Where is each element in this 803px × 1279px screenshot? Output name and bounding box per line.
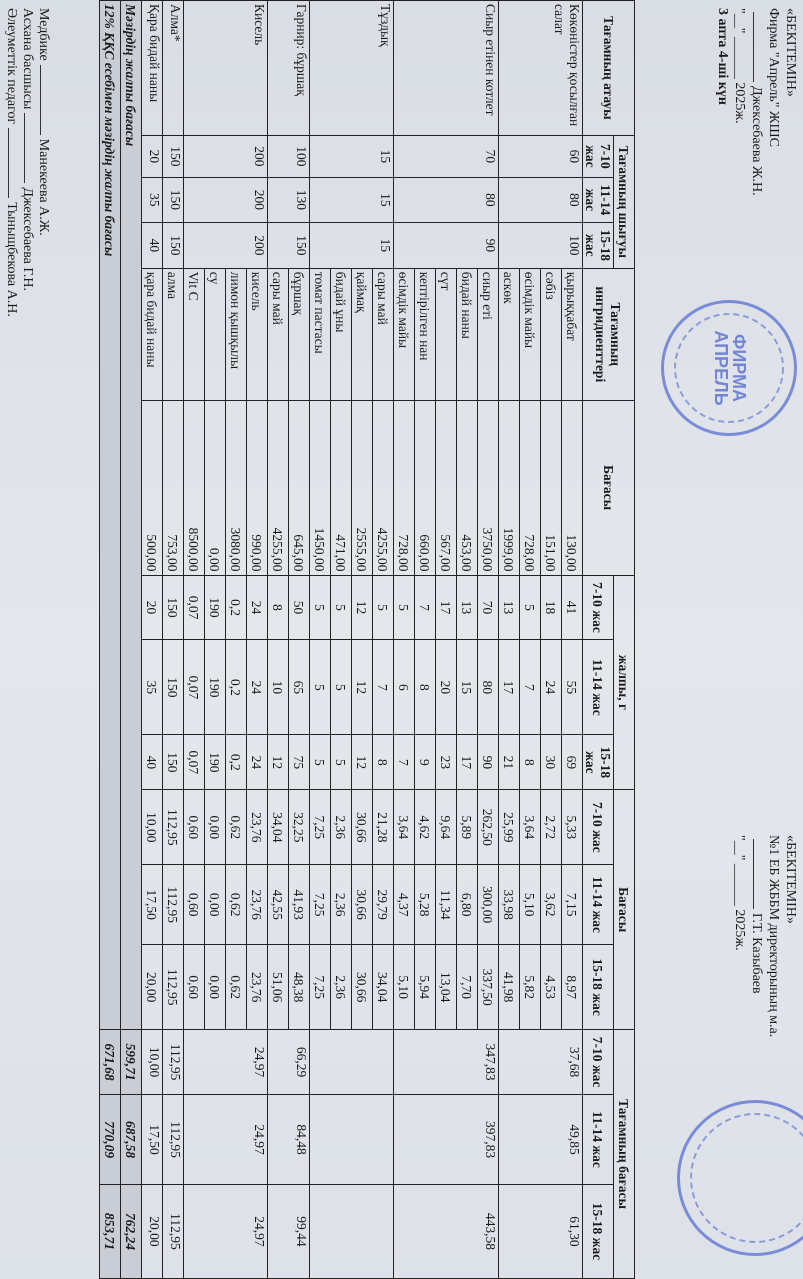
ingredient-name: сары май [373,268,394,400]
dish-total [310,1095,394,1185]
header-ingredients: Тағамның ингридиенттері [583,268,635,400]
ingredient-gross: 13 [499,575,520,640]
ingredient-cost: 0,60 [184,945,205,1030]
ingredient-price: 2555,00 [352,400,373,575]
ingredient-price: 990,00 [247,400,268,575]
signature-blank [8,128,9,198]
ingredient-name: кисель [247,268,268,400]
ingredient-gross: 8 [415,640,436,735]
ingredient-gross: 9 [415,735,436,790]
dish-total: 112,95 [163,1030,184,1095]
dish-output: 80 [394,177,499,222]
ingredient-gross: 0,07 [184,640,205,735]
ingredient-cost: 0,62 [226,790,247,865]
ingredient-cost: 4,62 [415,790,436,865]
ingredient-name: алма [163,268,184,400]
ingredient-price: 567,00 [436,400,457,575]
ingredient-price: 3080,00 [226,400,247,575]
table-row [247,1,268,1279]
ingredient-gross: 12 [352,735,373,790]
ingredient-gross: 65 [289,640,310,735]
header-price: Бағасы [583,400,635,575]
ingredient-cost: 3,62 [541,865,562,945]
ingredient-gross: 17 [436,575,457,640]
ingredient-price: 728,00 [520,400,541,575]
ingredient-price: 453,00 [457,400,478,575]
header-age: 11-14 жас [583,865,614,945]
signature-blank [40,65,41,135]
ingredient-name: сүт [436,268,457,400]
header-dish-name: Тағамның атауы [583,1,635,136]
ingredient-gross: 190 [205,575,226,640]
ingredient-cost: 0,62 [226,865,247,945]
company-stamp [661,300,797,436]
ingredient-gross: 190 [205,640,226,735]
ingredient-cost: 0,00 [205,865,226,945]
ingredient-gross: 6 [394,640,415,735]
summary-value: 770,09 [100,1095,121,1185]
header-output: Тағамның шығуы [614,135,635,268]
ingredient-cost: 337,50 [478,945,499,1030]
dish-total: 49,85 [499,1095,583,1185]
ingredient-gross: 5 [331,735,352,790]
signature-role: Медбике [36,8,51,61]
dish-total: 66,29 [268,1030,310,1095]
ingredient-gross: 0,2 [226,640,247,735]
summary-row [100,1,121,1279]
ingredient-cost: 10,00 [142,790,163,865]
ingredient-cost: 0,60 [184,865,205,945]
dish-output: 90 [394,222,499,268]
dish-name: Тұздық [310,1,394,136]
ingredient-price: 151,00 [541,400,562,575]
signature-blank [24,113,25,183]
ingredient-gross: 20 [436,640,457,735]
dish-total: 84,48 [268,1095,310,1185]
ingredient-cost: 29,79 [373,865,394,945]
ingredient-name: сары май [268,268,289,400]
ingredient-name: өсімдік майы [520,268,541,400]
header-cost: Бағасы [614,790,635,1030]
ingredient-cost: 4,37 [394,865,415,945]
dish-output: 40 [142,222,163,268]
ingredient-name: сәбіз [541,268,562,400]
approval-person [748,835,765,1037]
ingredient-cost: 0,00 [205,790,226,865]
dish-output: 200 [184,135,268,177]
ingredient-name: томат пастасы [310,268,331,400]
table-row [142,1,163,1279]
ingredient-gross: 24 [541,640,562,735]
ingredient-cost: 2,36 [331,790,352,865]
ingredient-cost: 48,38 [289,945,310,1030]
signature-name: Джексебаева Г.Н. [20,187,35,292]
signature-line [19,8,35,317]
signature-name: Манекеева А.Ж. [36,138,51,236]
ingredient-cost: 6,80 [457,865,478,945]
ingredient-cost: 7,25 [310,945,331,1030]
ingredient-gross: 17 [499,640,520,735]
ingredient-cost: 23,76 [247,945,268,1030]
summary-label: 12% ҚҚС есебімен мәзірдің жалпы бағасы [100,1,121,1030]
ingredient-gross: 8 [520,735,541,790]
ingredient-cost: 7,25 [310,865,331,945]
ingredient-gross: 24 [247,575,268,640]
ingredient-price: 645,00 [289,400,310,575]
ingredient-gross: 23 [436,735,457,790]
ingredient-gross: 75 [289,735,310,790]
summary-value: 599,71 [121,1030,142,1095]
summary-value: 853,71 [100,1184,121,1278]
ingredient-name: қырыққабат [562,268,583,400]
dish-output: 130 [268,177,310,222]
dish-name: Алма* [163,1,184,136]
ingredient-gross: 0,2 [226,575,247,640]
ingredient-gross: 70 [478,575,499,640]
summary-value: 671,68 [100,1030,121,1095]
dish-total: 112,95 [163,1184,184,1278]
ingredient-cost: 112,95 [163,945,184,1030]
ingredient-gross: 5 [394,575,415,640]
summary-row [121,1,142,1279]
dish-total: 397,83 [394,1095,499,1185]
ingredient-price: 8500,00 [184,400,205,575]
approval-title: «БЕКІТЕМІН» [783,8,798,97]
dish-output: 200 [184,222,268,268]
ingredient-price: 0,00 [205,400,226,575]
dish-total: 20,00 [142,1184,163,1278]
ingredient-price: 660,00 [415,400,436,575]
ingredient-price: 753,00 [163,400,184,575]
dish-total: 112,95 [163,1095,184,1185]
ingredient-cost: 7,25 [310,790,331,865]
ingredient-gross: 12 [268,735,289,790]
ingredient-gross: 0,07 [184,735,205,790]
ingredient-gross: 150 [163,575,184,640]
ingredient-price: 1999,00 [499,400,520,575]
ingredient-cost: 34,04 [268,790,289,865]
table-row [373,1,394,1279]
ingredient-cost: 7,70 [457,945,478,1030]
signature-role: Асхана басшысы [20,8,35,110]
ingredient-gross: 24 [247,735,268,790]
approval-date: "__" ______ 2025ж. [732,835,747,951]
ingredient-gross: 8 [268,575,289,640]
ingredient-cost: 25,99 [499,790,520,865]
ingredient-gross: 5 [310,735,331,790]
ingredient-gross: 7 [520,640,541,735]
signature-line [35,8,51,317]
approval-org: Фирма "Апрель" ЖШС [766,8,781,147]
ingredient-gross: 41 [562,575,583,640]
ingredient-cost: 41,98 [499,945,520,1030]
ingredient-cost: 300,00 [478,865,499,945]
ingredient-price: 4255,00 [373,400,394,575]
header-dish-price: Тағамның бағасы [614,1030,635,1279]
ingredient-cost: 4,53 [541,945,562,1030]
ingredient-cost: 2,36 [331,945,352,1030]
ingredient-cost: 21,28 [373,790,394,865]
approval-person-name: Г.Т. Казыбаев [749,913,764,994]
dish-name: Гарнир: бұршақ [268,1,310,136]
ingredient-gross: 80 [478,640,499,735]
ingredient-gross: 20 [142,575,163,640]
approval-left [714,8,799,196]
header-age: 7-10 жас [583,1030,614,1095]
ingredient-cost: 3,64 [394,790,415,865]
ingredient-name: бұршақ [289,268,310,400]
ingredient-cost: 51,06 [268,945,289,1030]
header-age: 15-18 жас [583,735,614,790]
stamp-text: ФИРМА АПРЕЛЬ [711,330,749,406]
ingredient-gross: 55 [562,640,583,735]
ingredient-gross: 7 [373,640,394,735]
ingredient-cost: 5,82 [520,945,541,1030]
ingredient-cost: 112,95 [163,865,184,945]
approval-person [748,8,765,196]
week-day: 3 апта 4-ші күн [715,8,730,105]
ingredient-gross: 5 [331,640,352,735]
ingredient-name: кептірілген нан [415,268,436,400]
ingredient-name: Vit C [184,268,205,400]
ingredient-gross: 18 [541,575,562,640]
ingredient-gross: 5 [373,575,394,640]
dish-total: 37,68 [499,1030,583,1095]
ingredient-cost: 3,64 [520,790,541,865]
ingredient-gross: 69 [562,735,583,790]
ingredient-cost: 23,76 [247,865,268,945]
ingredient-cost: 5,33 [562,790,583,865]
ingredient-cost: 5,94 [415,945,436,1030]
ingredient-name: қара бидай наны [142,268,163,400]
ingredient-name: бидай наны [457,268,478,400]
menu-table [99,0,635,1279]
signatures [3,8,51,317]
header-age: 11-14 жас [583,640,614,735]
dish-total: 17,50 [142,1095,163,1185]
dish-total [310,1184,394,1278]
ingredient-gross: 190 [205,735,226,790]
ingredient-cost: 33,98 [499,865,520,945]
ingredient-cost: 262,50 [478,790,499,865]
table-row [289,1,310,1279]
dish-name: Қара бидай наны [142,1,163,136]
ingredient-price: 4255,00 [268,400,289,575]
ingredient-gross: 40 [142,735,163,790]
header-age: 11-14 жас [583,177,614,222]
dish-output: 70 [394,135,499,177]
dish-total: 99,44 [268,1184,310,1278]
dish-output: 80 [499,177,583,222]
dish-total: 24,97 [184,1184,268,1278]
ingredient-price: 3750,00 [478,400,499,575]
header-age: 7-10 жас [583,575,614,640]
dish-total: 443,58 [394,1184,499,1278]
ingredient-name: қаймақ [352,268,373,400]
ingredient-gross: 13 [457,575,478,640]
ingredient-cost: 32,25 [289,790,310,865]
ingredient-cost: 17,50 [142,865,163,945]
ingredient-gross: 5 [520,575,541,640]
ingredient-cost: 42,55 [268,865,289,945]
dish-output: 15 [310,135,394,177]
ingredient-gross: 10 [268,640,289,735]
dish-total: 10,00 [142,1030,163,1095]
ingredient-cost: 30,66 [352,945,373,1030]
signature-name: Тыныщбекова А.Н. [4,202,19,317]
ingredient-gross: 0,2 [226,735,247,790]
header-age: 15-18 жас [583,945,614,1030]
dish-total: 61,30 [499,1184,583,1278]
ingredient-cost: 23,76 [247,790,268,865]
dish-output: 100 [499,222,583,268]
ingredient-gross: 50 [289,575,310,640]
ingredient-cost: 0,60 [184,790,205,865]
ingredient-gross: 24 [247,640,268,735]
signature-role: Әлеуметтік педагог [4,8,19,125]
ingredient-gross: 30 [541,735,562,790]
school-stamp [677,1100,803,1256]
ingredient-gross: 15 [457,640,478,735]
header-gross: жалпы, г [614,575,635,790]
ingredient-cost: 2,72 [541,790,562,865]
ingredient-name: су [205,268,226,400]
ingredient-gross: 7 [415,575,436,640]
ingredient-cost: 2,36 [331,865,352,945]
ingredient-name: лимон қышқылы [226,268,247,400]
ingredient-gross: 12 [352,575,373,640]
ingredient-cost: 34,04 [373,945,394,1030]
table-row [562,1,583,1279]
ingredient-gross: 150 [163,735,184,790]
header-age: 7-10 жас [583,790,614,865]
dish-output: 150 [163,135,184,177]
dish-output: 200 [184,177,268,222]
ingredient-gross: 12 [352,640,373,735]
summary-label: Мәзірдің жалпы бағасы [121,1,142,1030]
ingredient-price: 130,00 [562,400,583,575]
dish-output: 15 [310,177,394,222]
approval-org: №1 ЕБ ЖББМ директорының м.а. [766,835,781,1038]
ingredient-price: 471,00 [331,400,352,575]
table-row [478,1,499,1279]
header-age: 11-14 жас [583,1095,614,1185]
dish-output: 150 [268,222,310,268]
table-row [163,1,184,1279]
signature-line [3,8,19,317]
ingredient-cost: 7,15 [562,865,583,945]
ingredient-gross: 8 [373,735,394,790]
ingredient-gross: 35 [142,640,163,735]
dish-output: 15 [310,222,394,268]
ingredient-gross: 5 [310,640,331,735]
ingredient-cost: 30,66 [352,865,373,945]
dish-output: 35 [142,177,163,222]
ingredient-gross: 17 [457,735,478,790]
ingredient-gross: 0,07 [184,575,205,640]
approval-right [731,835,799,1037]
dish-total: 347,83 [394,1030,499,1095]
approval-person-name: Джексебаева Ж.Н. [749,86,764,196]
dish-total [310,1030,394,1095]
ingredient-name: сиыр еті [478,268,499,400]
ingredient-name: бидай ұны [331,268,352,400]
ingredient-gross: 150 [163,640,184,735]
ingredient-cost: 5,89 [457,790,478,865]
ingredient-cost: 0,62 [226,945,247,1030]
header-age: 7-10 жас [583,135,614,177]
ingredient-cost: 41,93 [289,865,310,945]
ingredient-price: 500,00 [142,400,163,575]
dish-output: 150 [163,177,184,222]
ingredient-gross: 5 [310,575,331,640]
summary-value: 762,24 [121,1184,142,1278]
ingredient-cost: 20,00 [142,945,163,1030]
ingredient-price: 728,00 [394,400,415,575]
ingredient-cost: 8,97 [562,945,583,1030]
ingredient-gross: 21 [499,735,520,790]
ingredient-cost: 112,95 [163,790,184,865]
header-age: 15-18 жас [583,222,614,268]
header-age: 15-18 жас [583,1184,614,1278]
dish-output: 100 [268,135,310,177]
ingredient-gross: 90 [478,735,499,790]
summary-value: 687,58 [121,1095,142,1185]
dish-total: 24,97 [184,1095,268,1185]
ingredient-cost: 30,66 [352,790,373,865]
ingredient-cost: 0,00 [205,945,226,1030]
approval-date: "__" ______ 2025ж. [732,8,747,124]
ingredient-name: өсімдік майы [394,268,415,400]
ingredient-cost: 5,10 [394,945,415,1030]
ingredient-price: 1450,00 [310,400,331,575]
dish-output: 20 [142,135,163,177]
ingredient-gross: 5 [331,575,352,640]
ingredient-gross: 7 [394,735,415,790]
dish-total: 24,97 [184,1030,268,1095]
ingredient-cost: 5,10 [520,865,541,945]
dish-name: Сиыр етінен котлет [394,1,499,136]
ingredient-cost: 5,28 [415,865,436,945]
ingredient-name: аскөк [499,268,520,400]
ingredient-cost: 9,64 [436,790,457,865]
dish-output: 60 [499,135,583,177]
ingredient-cost: 13,04 [436,945,457,1030]
dish-output: 150 [163,222,184,268]
approval-title: «БЕКІТЕМІН» [783,835,798,924]
ingredient-cost: 11,34 [436,865,457,945]
dish-name: Көкөністер қосылған салат [499,1,583,136]
dish-name: Кисель [184,1,268,136]
